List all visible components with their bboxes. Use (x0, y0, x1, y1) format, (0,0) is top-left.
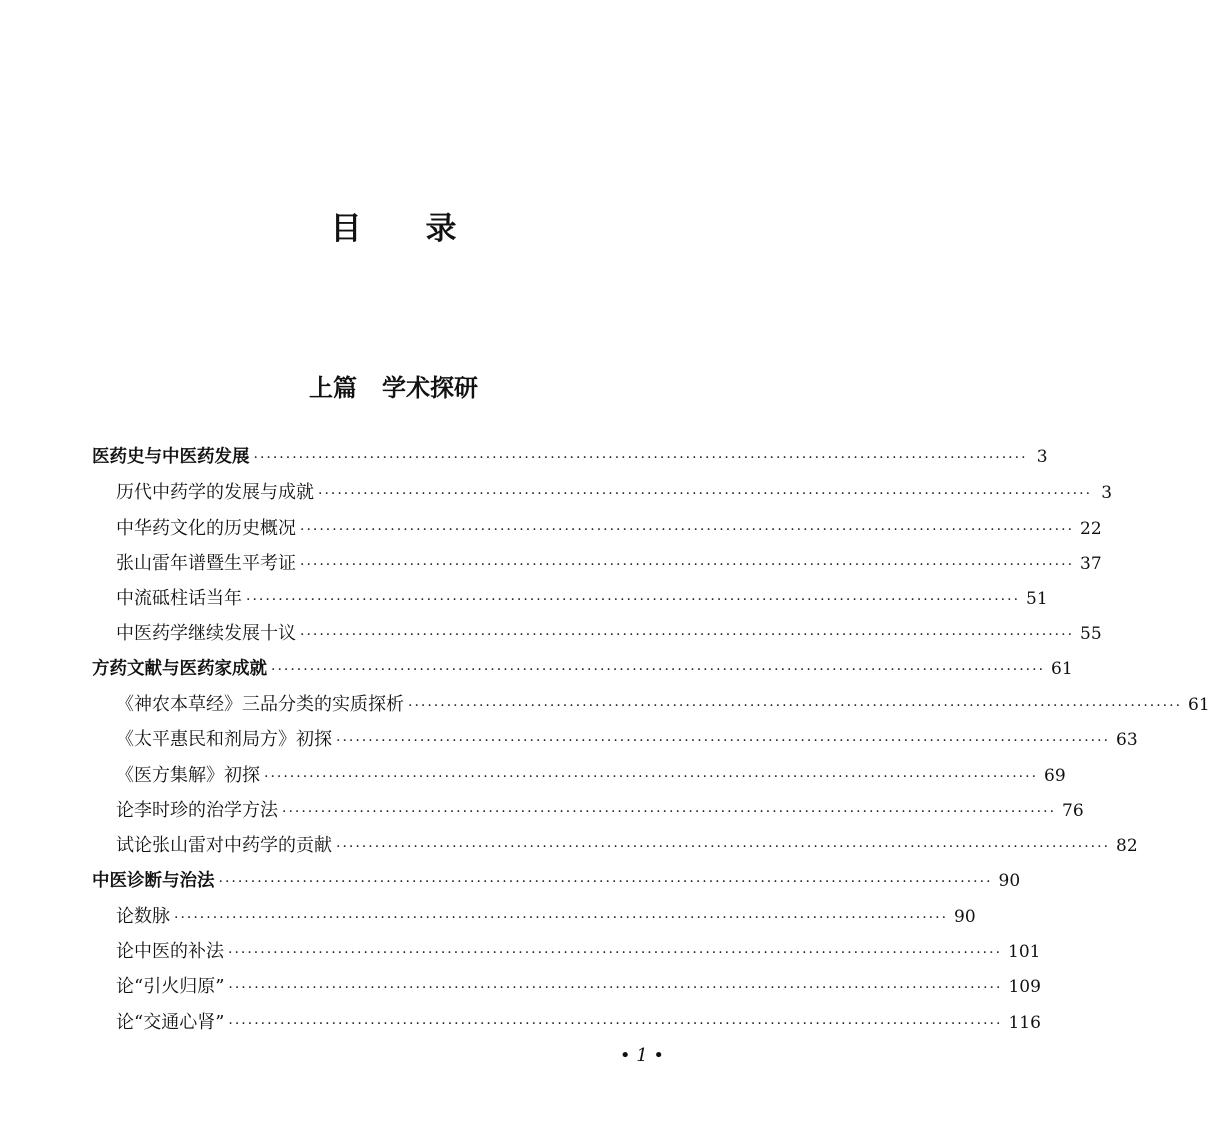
toc-entry-page: 116 (1008, 1012, 1041, 1033)
toc-entry-page: 61 (1188, 695, 1210, 716)
toc-entry-title: 中流砥柱话当年 (116, 588, 242, 610)
dot-leader: ························································································································ (300, 521, 1075, 538)
dot-leader: ························································································································ (271, 661, 1046, 678)
toc-entry (92, 1005, 1041, 1040)
dot-leader: ························································································································ (300, 627, 1075, 644)
dot-leader: ························································································································ (246, 592, 1021, 609)
dot-leader: ························································································································ (336, 733, 1111, 750)
toc-section-entry (92, 864, 1021, 899)
dot-leader: ························································································································ (218, 873, 993, 890)
dot-leader: ························································································································ (228, 1015, 1003, 1032)
toc-entry-page: 82 (1116, 836, 1138, 857)
toc-entry-page: 37 (1080, 553, 1102, 574)
toc-entry-title: 中医诊断与治法 (92, 870, 215, 891)
toc-section-entry (92, 652, 1073, 687)
toc-entry-title: 张山雷年谱暨生平考证 (116, 552, 296, 574)
toc-entry-page: 3 (1036, 447, 1048, 467)
dot-leader: ························································································································ (228, 945, 1003, 962)
toc-entry-title: 中医药学继续发展十议 (116, 623, 296, 645)
dot-leader: ························································································································ (264, 768, 1039, 785)
toc-entry-page: 55 (1080, 624, 1102, 645)
toc-entry-title: 历代中药学的发展与成就 (116, 482, 314, 504)
part-heading: 上篇 学术探研 (308, 374, 479, 402)
dot-leader: ························································································································ (336, 839, 1111, 856)
dot-leader: ························································································································ (318, 486, 1093, 503)
toc-entry (92, 758, 1066, 793)
toc-entry-page: 63 (1116, 730, 1138, 751)
toc-entry-page: 51 (1026, 589, 1048, 610)
dot-leader: ························································································································ (253, 450, 1028, 466)
toc-entry (92, 828, 1138, 863)
toc-entry-title: 论“交通心肾” (116, 1011, 225, 1033)
toc-entry-title: 试论张山雷对中药学的贡献 (116, 835, 332, 857)
toc-entry-title: 论“引火归原” (116, 976, 225, 998)
toc-entry-title: 《太平惠民和剂局方》初探 (116, 729, 332, 751)
toc-entry-page: 22 (1080, 518, 1102, 539)
toc-entry-title: 医药史与中医药发展 (92, 447, 250, 467)
toc-entry-page: 61 (1051, 658, 1073, 679)
toc-entry (92, 581, 1048, 616)
toc-entry (92, 793, 1084, 828)
toc-entry (92, 546, 1102, 581)
dot-leader: ························································································································ (408, 698, 1183, 715)
toc-entry (92, 934, 1041, 969)
toc-entry (92, 969, 1041, 1004)
dot-leader: ························································································································ (300, 556, 1075, 573)
toc-entry-title: 论李时珍的治学方法 (116, 799, 278, 821)
toc-entry-page: 90 (954, 906, 976, 927)
toc-entry-page: 109 (1008, 977, 1041, 998)
toc-entry-page: 101 (1008, 942, 1041, 963)
toc-entry-page: 90 (998, 870, 1021, 891)
toc-entry-title: 《神农本草经》三品分类的实质探析 (116, 694, 404, 716)
dot-leader: ························································································································ (282, 803, 1057, 820)
page-number: • 1 • (619, 1045, 665, 1066)
toc-section-entry (92, 440, 1048, 475)
toc-entry-page: 69 (1044, 765, 1066, 786)
toc-entry-page: 76 (1062, 800, 1084, 821)
toc-entry (92, 687, 1210, 722)
toc-entry-title: 论数脉 (116, 905, 170, 927)
dot-leader: ························································································································ (228, 980, 1003, 997)
toc-entry-title: 中华药文化的历史概况 (116, 517, 296, 539)
toc-entry-title: 论中医的补法 (116, 941, 224, 963)
dot-leader: ························································································································ (174, 909, 949, 926)
toc-entry (92, 511, 1102, 546)
toc-entry (92, 722, 1138, 757)
toc-entry-title: 《医方集解》初探 (116, 764, 260, 786)
page-title: 目录 (330, 211, 521, 247)
table-of-contents (92, 440, 1210, 1040)
toc-entry (92, 616, 1102, 651)
toc-entry-page: 3 (1101, 483, 1113, 504)
toc-entry (92, 475, 1113, 510)
toc-entry (92, 899, 976, 934)
toc-entry-title: 方药文献与医药家成就 (92, 658, 267, 679)
